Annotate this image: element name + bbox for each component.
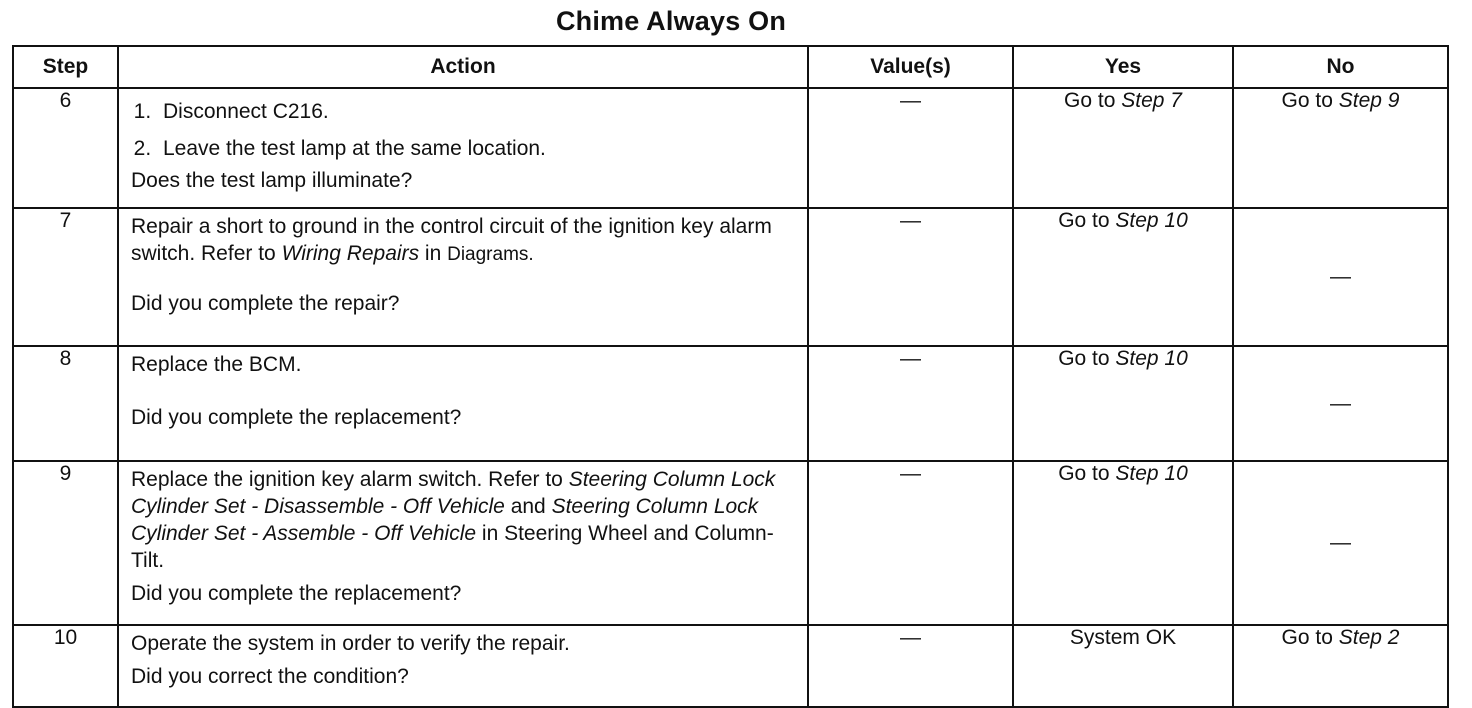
step-number: 7	[13, 208, 118, 346]
no-cell	[1233, 208, 1448, 346]
action-ref: Wiring Repairs	[281, 242, 420, 265]
step-number: 10	[13, 625, 118, 707]
no-dash: —	[1330, 391, 1351, 415]
step-number: 8	[13, 346, 118, 461]
yes-cell	[1013, 208, 1233, 346]
no-dash: —	[1330, 531, 1351, 554]
step-number: 6	[13, 88, 118, 208]
value-dash: —	[900, 462, 921, 485]
no-step-ref: Step 2	[1338, 626, 1400, 649]
header-action: Action	[118, 46, 808, 88]
action-text: Operate the system in order to verify the repair.	[131, 632, 570, 655]
no-step-ref: Step 9	[1338, 89, 1400, 112]
yes-step-ref: Step 10	[1115, 209, 1188, 232]
yes-prefix: Go to	[1058, 347, 1116, 370]
table-row	[13, 208, 1448, 346]
yes-step-ref: Step 10	[1115, 462, 1188, 485]
action-text-part: and	[504, 495, 552, 518]
step-number: 9	[13, 461, 118, 625]
value-dash: —	[900, 89, 921, 112]
yes-step-ref: Step 10	[1115, 347, 1188, 370]
no-cell	[1233, 461, 1448, 625]
value-dash: —	[900, 626, 921, 649]
action-question: Did you complete the replacement?	[131, 406, 462, 429]
yes-result: System OK	[1069, 626, 1177, 649]
action-question: Did you complete the replacement?	[131, 582, 462, 605]
value-dash: —	[900, 347, 921, 370]
action-text-part: Replace the ignition key alarm switch. Refer to	[131, 468, 569, 491]
no-cell	[1233, 88, 1448, 208]
yes-prefix: Go to	[1058, 209, 1116, 232]
yes-cell	[1013, 88, 1233, 208]
no-cell	[1233, 346, 1448, 461]
no-prefix: Go to	[1281, 626, 1339, 649]
action-text-part: Diagrams.	[447, 244, 534, 265]
table-row	[13, 346, 1448, 461]
table-row	[13, 625, 1448, 707]
value-cell	[808, 625, 1013, 707]
action-cell	[118, 88, 808, 208]
action-cell	[118, 208, 808, 346]
table-row	[13, 88, 1448, 208]
yes-step-ref: Step 7	[1121, 89, 1182, 112]
yes-prefix: Go to	[1064, 89, 1122, 112]
list-item: 2. Leave the test lamp at the same location.	[157, 130, 797, 167]
action-text: Replace the BCM.	[131, 353, 302, 376]
action-text	[131, 466, 797, 574]
action-ref: Steering Column Lock Cylinder Set - Assemble - Off Vehicle	[131, 495, 759, 545]
value-dash: —	[900, 209, 921, 232]
action-question: Does the test lamp illuminate?	[131, 169, 413, 192]
no-prefix: Go to	[1281, 89, 1339, 112]
yes-cell	[1013, 346, 1233, 461]
value-cell	[808, 208, 1013, 346]
no-dash: —	[1330, 265, 1351, 288]
action-text	[131, 213, 797, 268]
value-cell	[808, 461, 1013, 625]
action-text-part: Repair a short to ground in the control circuit of the ignition key alarm switch. Refer to	[131, 215, 772, 265]
no-cell	[1233, 625, 1448, 707]
value-cell	[808, 346, 1013, 461]
action-ref: Steering Column Lock Cylinder Set - Disassemble - Off Vehicle	[131, 468, 776, 518]
diagnostic-table	[12, 45, 1449, 708]
header-step: Step	[13, 46, 118, 88]
table-row	[13, 461, 1448, 625]
action-list	[131, 93, 797, 167]
action-text-part: in	[419, 242, 448, 265]
action-question: Did you correct the condition?	[131, 665, 409, 688]
action-question: Did you complete the repair?	[131, 292, 400, 315]
document-title: Chime Always On	[555, 6, 787, 36]
action-cell	[118, 346, 808, 461]
value-cell	[808, 88, 1013, 208]
action-text-part: in Steering Wheel and Column-Tilt.	[131, 522, 774, 572]
yes-prefix: Go to	[1058, 462, 1116, 485]
list-item: 1. Disconnect C216.	[157, 93, 797, 130]
header-row	[13, 46, 1448, 88]
yes-cell	[1013, 461, 1233, 625]
action-cell	[118, 625, 808, 707]
header-values: Value(s)	[808, 46, 1013, 88]
yes-cell	[1013, 625, 1233, 707]
action-cell	[118, 461, 808, 625]
header-yes: Yes	[1013, 46, 1233, 88]
header-no: No	[1233, 46, 1448, 88]
